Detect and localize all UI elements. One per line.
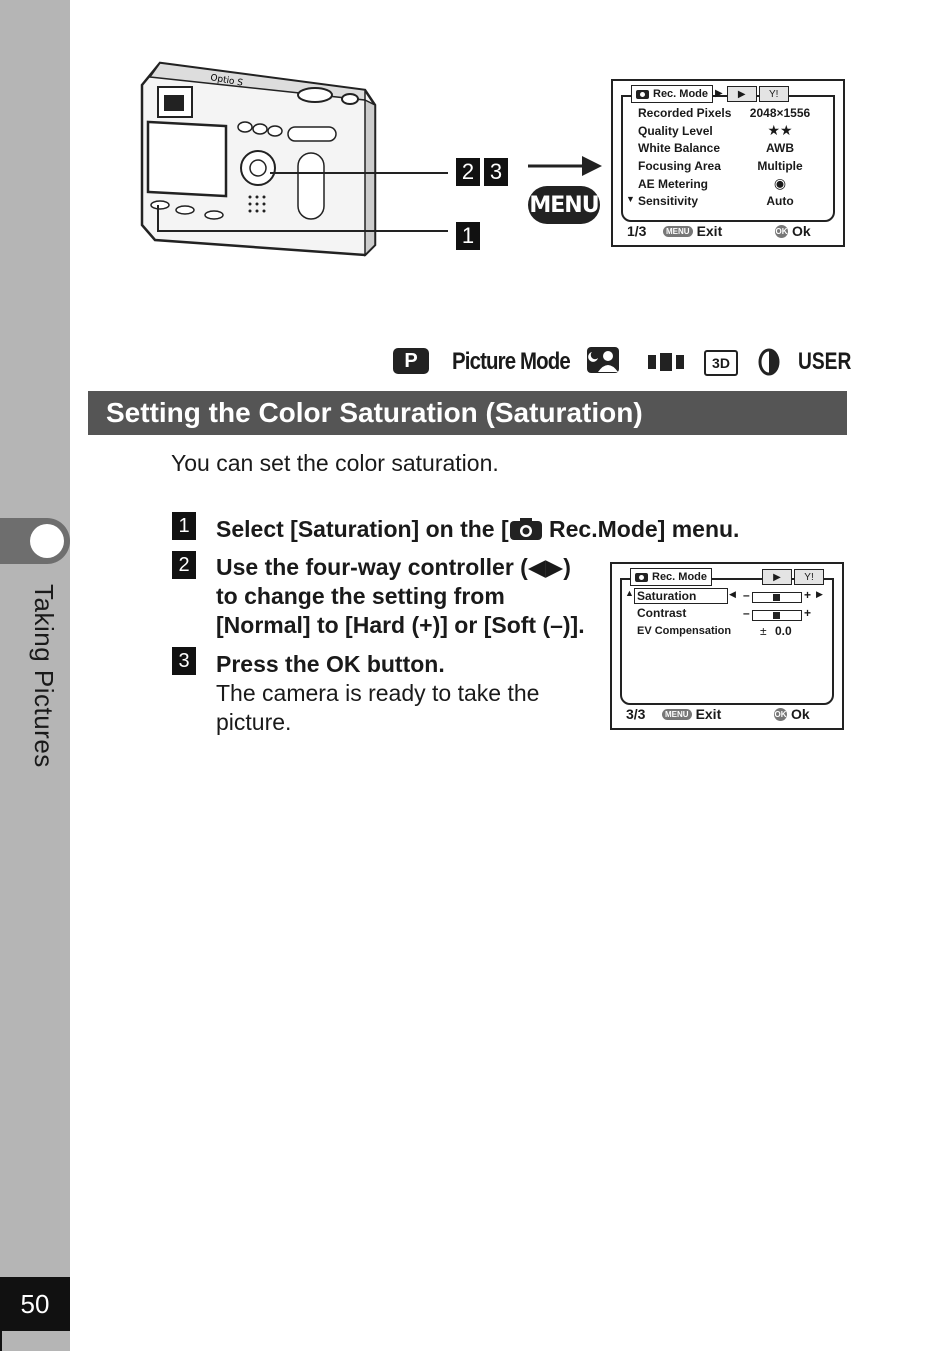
lcd-ok-label: Ok: [791, 706, 810, 722]
3d-mode-icon: 3D: [704, 350, 738, 376]
quality-stars-icon: ★★: [767, 122, 793, 138]
ok-pill-icon: OK: [774, 709, 787, 719]
lcd-rec-mode-page3: [610, 562, 844, 730]
intro-text: You can set the color saturation.: [171, 450, 499, 476]
picture-mode-label: Picture Mode: [452, 348, 570, 375]
step-number-2: 2: [172, 551, 196, 579]
lcd-exit-label: Exit: [695, 706, 722, 722]
saturation-slider: [752, 592, 802, 603]
lcd-row-label: Quality Level: [638, 124, 713, 138]
program-mode-icon: P: [393, 348, 429, 374]
lcd-row-value: AWB: [766, 141, 794, 155]
ev-value: 0.0: [775, 624, 792, 638]
camera-icon: [635, 573, 648, 582]
camera-icon: [509, 517, 543, 541]
minus-sign: –: [743, 588, 750, 602]
step-number-3: 3: [172, 647, 196, 675]
step-3-text: The camera is ready to take the picture.: [216, 680, 540, 735]
plus-minus-sign: ±: [760, 624, 767, 638]
arrow-right-icon: [526, 152, 606, 182]
setup-tab-icon: Y!: [759, 86, 789, 102]
lcd-exit-label: Exit: [696, 223, 723, 239]
camera-brand: Optio S: [209, 73, 244, 89]
lcd-row-label: AE Metering: [638, 177, 709, 191]
contrast-slider: [752, 610, 802, 621]
metering-icon: ◉: [773, 175, 787, 191]
lcd-row-label: Contrast: [637, 606, 687, 620]
arrow-left-icon: ◀: [729, 589, 736, 599]
user-mode-label: USER: [798, 348, 852, 375]
lcd-page-indicator: 1/3: [627, 223, 647, 239]
step-number-1: 1: [172, 512, 196, 540]
menu-pill-icon: MENU: [663, 226, 693, 237]
lcd-tab-rec-mode: Rec. Mode: [630, 568, 712, 586]
movie-mode-icon: [646, 352, 686, 372]
lcd-row-selected: Saturation: [634, 588, 728, 604]
page-number: 50: [0, 1277, 70, 1331]
night-portrait-icon: [586, 346, 620, 374]
callout-step-1: 1: [456, 222, 480, 250]
lcd-row-value: Multiple: [757, 159, 803, 173]
lcd-row-value: Auto: [766, 194, 794, 208]
lcd-tab-rec-mode: Rec. Mode: [631, 85, 713, 103]
page-edge: [0, 1331, 2, 1351]
lcd-row-value: 2048×1556: [749, 106, 811, 120]
lcd-ok-label: Ok: [792, 223, 811, 239]
caret-right-icon: ▶: [715, 88, 723, 99]
plus-sign: +: [804, 588, 812, 602]
mode-icon-row: [390, 344, 850, 384]
menu-button-icon: MENU: [528, 186, 600, 224]
lcd-row-label: White Balance: [638, 141, 721, 155]
digital-filter-icon: [758, 348, 780, 376]
playback-tab-icon: ▶: [727, 86, 757, 102]
minus-sign: –: [743, 606, 750, 620]
setup-tab-icon: Y!: [794, 569, 824, 585]
step-3-heading: Press the OK button.: [216, 651, 445, 677]
camera-icon: [636, 90, 649, 99]
callout-step-3: 3: [484, 158, 508, 186]
lcd-page-indicator: 3/3: [626, 706, 646, 722]
step-2-text: Use the four-way controller (◀▶) to change the setting from [Normal] to [Hard (+)] or [Soft (–)].: [216, 554, 585, 638]
callout-step-2: 2: [456, 158, 480, 186]
plus-sign: +: [804, 606, 812, 620]
section-title: Setting the Color Saturation (Saturation): [88, 391, 847, 435]
lcd-row-label: Sensitivity: [638, 194, 699, 208]
arrow-right-icon: ▶: [816, 589, 823, 599]
ok-pill-icon: OK: [775, 226, 788, 236]
step-1-text: Select [Saturation] on the [ Rec.Mode] menu.: [216, 516, 740, 542]
section-label: Taking Pictures: [29, 584, 59, 768]
lcd-row-label: EV Compensation: [637, 625, 732, 637]
menu-pill-icon: MENU: [662, 709, 692, 720]
lcd-rec-mode-page1: [611, 79, 845, 247]
playback-tab-icon: ▶: [762, 569, 792, 585]
chapter-tab-circle: [30, 524, 64, 558]
scroll-up-icon: ▲: [625, 588, 634, 598]
scroll-down-icon: ▼: [626, 194, 635, 204]
lcd-row-label: Focusing Area: [638, 159, 721, 173]
lcd-row-label: Recorded Pixels: [638, 106, 732, 120]
